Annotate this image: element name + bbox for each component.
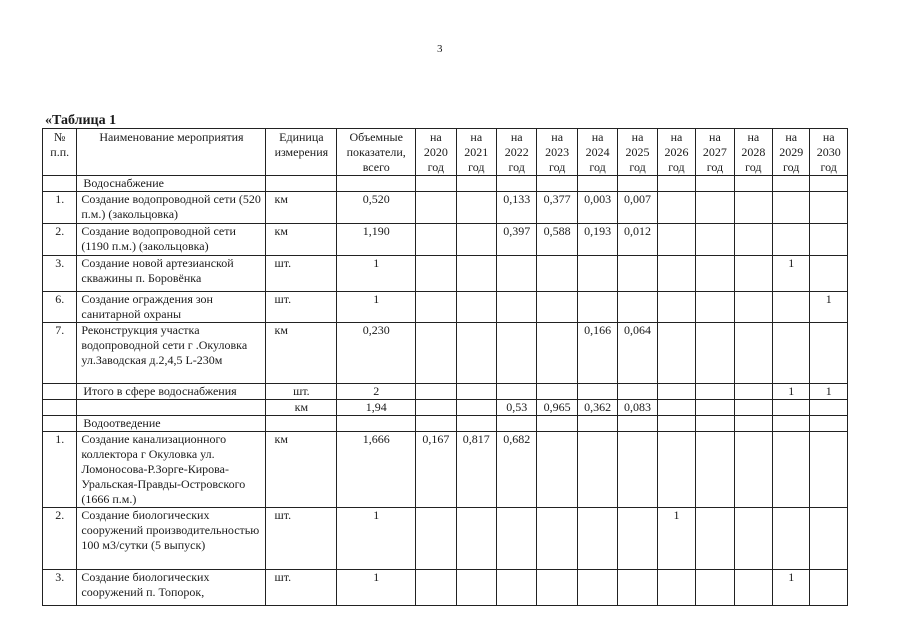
year-value-cell [773, 292, 810, 323]
table-row [43, 400, 848, 416]
header-unit: Единица измерения [266, 129, 337, 176]
year-value-cell [416, 192, 456, 224]
year-value-cell [537, 256, 577, 292]
year-value-cell [734, 570, 772, 606]
year-value-cell: 0,377 [537, 192, 577, 224]
year-value-cell [456, 256, 496, 292]
year-value-cell [456, 192, 496, 224]
year-value-cell [810, 323, 848, 384]
year-value-cell [696, 256, 734, 292]
year-value-cell [657, 432, 695, 508]
year-value-cell [456, 384, 496, 400]
row-num: 6. [43, 292, 77, 323]
year-value-cell [456, 292, 496, 323]
year-value-cell [734, 292, 772, 323]
year-value-cell: 1 [773, 256, 810, 292]
row-volume: 1,666 [337, 432, 416, 508]
row-num: 3. [43, 256, 77, 292]
header-year: на 2021 год [456, 129, 496, 176]
row-name: Реконструкция участка водопроводной сети г .Окуловка ул.Заводская д.2,4,5 L-230м [77, 323, 266, 384]
header-year: на 2020 год [416, 129, 456, 176]
year-value-cell [618, 570, 657, 606]
year-value-cell [773, 432, 810, 508]
row-volume: 2 [337, 384, 416, 400]
year-value-cell: 1 [773, 570, 810, 606]
row-unit: км [266, 323, 337, 384]
year-value-cell [537, 570, 577, 606]
header-year: на 2025 год [618, 129, 657, 176]
year-value-cell [416, 323, 456, 384]
activities-table [42, 128, 848, 606]
year-value-cell [696, 400, 734, 416]
year-value-cell [497, 570, 537, 606]
table-row [43, 292, 848, 323]
year-value-cell [696, 508, 734, 570]
year-value-cell [734, 192, 772, 224]
year-value-cell [577, 292, 617, 323]
year-value-cell [497, 292, 537, 323]
row-name [77, 400, 266, 416]
row-volume: 1 [337, 570, 416, 606]
year-value-cell [577, 384, 617, 400]
year-value-cell [734, 323, 772, 384]
year-value-cell [657, 400, 695, 416]
year-value-cell [657, 384, 695, 400]
row-unit: км [266, 192, 337, 224]
year-value-cell: 1 [810, 384, 848, 400]
year-value-cell: 0,193 [577, 224, 617, 256]
row-name: Создание ограждения зон санитарной охраны [77, 292, 266, 323]
year-value-cell [618, 508, 657, 570]
row-volume: 1,94 [337, 400, 416, 416]
year-value-cell [734, 400, 772, 416]
header-year: на 2024 год [577, 129, 617, 176]
row-unit: шт. [266, 508, 337, 570]
row-volume: 1 [337, 256, 416, 292]
year-value-cell [416, 384, 456, 400]
year-value-cell [810, 432, 848, 508]
year-value-cell [773, 508, 810, 570]
year-value-cell [497, 256, 537, 292]
row-num: 1. [43, 192, 77, 224]
row-volume: 1,190 [337, 224, 416, 256]
year-value-cell [810, 508, 848, 570]
year-value-cell [734, 224, 772, 256]
year-value-cell [696, 224, 734, 256]
year-value-cell: 0,397 [497, 224, 537, 256]
year-value-cell [456, 224, 496, 256]
year-value-cell: 0,362 [577, 400, 617, 416]
header-volume: Объемные показатели, всего [337, 129, 416, 176]
row-volume: 1 [337, 292, 416, 323]
year-value-cell [537, 323, 577, 384]
year-value-cell [618, 256, 657, 292]
year-value-cell [773, 400, 810, 416]
year-value-cell [773, 224, 810, 256]
row-volume: 0,520 [337, 192, 416, 224]
year-value-cell [734, 384, 772, 400]
row-unit: км [266, 400, 337, 416]
year-value-cell: 0,682 [497, 432, 537, 508]
row-name: Создание новой артезианской скважины п. Боровёнка [77, 256, 266, 292]
table-row [43, 432, 848, 508]
header-year: на 2029 год [773, 129, 810, 176]
header-year: на 2028 год [734, 129, 772, 176]
table-title: «Таблица 1 [45, 113, 117, 128]
year-value-cell [537, 384, 577, 400]
row-num: 1. [43, 432, 77, 508]
table-row [43, 570, 848, 606]
year-value-cell [696, 432, 734, 508]
year-value-cell: 0,133 [497, 192, 537, 224]
year-value-cell [416, 256, 456, 292]
header-year: на 2022 год [497, 129, 537, 176]
year-value-cell [497, 508, 537, 570]
year-value-cell [657, 224, 695, 256]
table-row [43, 256, 848, 292]
year-value-cell [734, 256, 772, 292]
section-title-water-supply: Водоснабжение [77, 176, 266, 192]
header-name: Наименование мероприятия [77, 129, 266, 176]
row-unit: шт. [266, 384, 337, 400]
year-value-cell: 0,588 [537, 224, 577, 256]
year-value-cell: 0,003 [577, 192, 617, 224]
year-value-cell [773, 192, 810, 224]
year-value-cell [456, 323, 496, 384]
year-value-cell: 1 [773, 384, 810, 400]
year-value-cell [577, 508, 617, 570]
table-row [43, 323, 848, 384]
row-volume: 0,230 [337, 323, 416, 384]
year-value-cell: 0,53 [497, 400, 537, 416]
year-value-cell [657, 192, 695, 224]
header-year: на 2023 год [537, 129, 577, 176]
year-value-cell [810, 400, 848, 416]
year-value-cell: 0,064 [618, 323, 657, 384]
header-num: № п.п. [43, 129, 77, 176]
year-value-cell: 0,166 [577, 323, 617, 384]
row-name: Создание водопроводной сети (520 п.м.) (закольцовка) [77, 192, 266, 224]
year-value-cell [416, 508, 456, 570]
table-row [43, 224, 848, 256]
row-unit: шт. [266, 570, 337, 606]
year-value-cell [497, 323, 537, 384]
year-value-cell [657, 256, 695, 292]
row-unit: шт. [266, 292, 337, 323]
row-num [43, 384, 77, 400]
row-name: Итого в сфере водоснабжения [77, 384, 266, 400]
row-name: Создание водопроводной сети (1190 п.м.) (закольцовка) [77, 224, 266, 256]
year-value-cell: 0,083 [618, 400, 657, 416]
year-value-cell [537, 432, 577, 508]
table-row [43, 384, 848, 400]
year-value-cell: 0,007 [618, 192, 657, 224]
year-value-cell [537, 292, 577, 323]
table-row [43, 192, 848, 224]
row-unit: км [266, 432, 337, 508]
row-unit: км [266, 224, 337, 256]
section-row [43, 176, 848, 192]
year-value-cell [618, 292, 657, 323]
year-value-cell: 0,965 [537, 400, 577, 416]
year-value-cell [696, 384, 734, 400]
year-value-cell [657, 323, 695, 384]
header-year: на 2027 год [696, 129, 734, 176]
year-value-cell [657, 570, 695, 606]
year-value-cell [657, 292, 695, 323]
year-value-cell [734, 432, 772, 508]
year-value-cell [696, 570, 734, 606]
section-row [43, 416, 848, 432]
header-year: на 2030 год [810, 129, 848, 176]
year-value-cell [577, 256, 617, 292]
header-row [43, 129, 848, 176]
year-value-cell [696, 323, 734, 384]
year-value-cell [810, 192, 848, 224]
row-num: 2. [43, 224, 77, 256]
year-value-cell [696, 192, 734, 224]
row-name: Создание биологических сооружений производительностью 100 м3/сутки (5 выпуск) [77, 508, 266, 570]
row-name: Создание канализационного коллектора г Окуловка ул. Ломоносова-Р.Зорге-Кирова-Уральская-Правды-Островского (1666 п.м.) [77, 432, 266, 508]
year-value-cell [456, 508, 496, 570]
year-value-cell [456, 400, 496, 416]
year-value-cell: 0,012 [618, 224, 657, 256]
row-num: 2. [43, 508, 77, 570]
row-num: 7. [43, 323, 77, 384]
year-value-cell [456, 570, 496, 606]
year-value-cell [416, 400, 456, 416]
year-value-cell [734, 508, 772, 570]
year-value-cell: 0,167 [416, 432, 456, 508]
section-title-water-disposal: Водоотведение [77, 416, 266, 432]
row-num [43, 400, 77, 416]
table-row [43, 508, 848, 570]
year-value-cell [416, 292, 456, 323]
year-value-cell [416, 570, 456, 606]
row-num: 3. [43, 570, 77, 606]
year-value-cell [696, 292, 734, 323]
year-value-cell: 1 [657, 508, 695, 570]
row-unit: шт. [266, 256, 337, 292]
year-value-cell [810, 570, 848, 606]
year-value-cell [537, 508, 577, 570]
header-year: на 2026 год [657, 129, 695, 176]
year-value-cell [416, 224, 456, 256]
year-value-cell [577, 570, 617, 606]
row-volume: 1 [337, 508, 416, 570]
year-value-cell [618, 384, 657, 400]
year-value-cell [810, 256, 848, 292]
year-value-cell: 0,817 [456, 432, 496, 508]
row-name: Создание биологических сооружений п. Топорок, [77, 570, 266, 606]
year-value-cell [577, 432, 617, 508]
year-value-cell [618, 432, 657, 508]
page-number: 3 [437, 43, 443, 55]
year-value-cell: 1 [810, 292, 848, 323]
year-value-cell [497, 384, 537, 400]
year-value-cell [810, 224, 848, 256]
year-value-cell [773, 323, 810, 384]
